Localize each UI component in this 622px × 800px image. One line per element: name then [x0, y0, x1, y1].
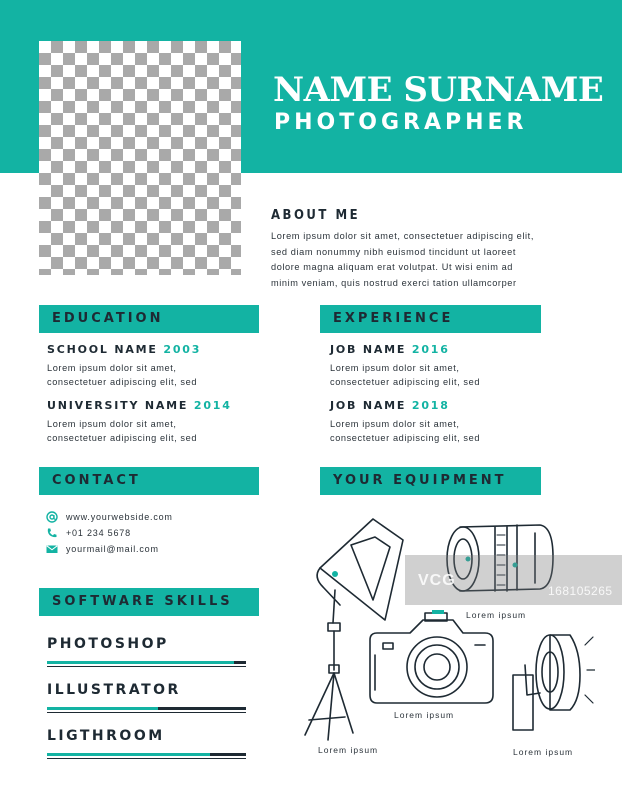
skill-level-bar: [47, 753, 210, 756]
flash-lamp-icon: [513, 635, 595, 730]
job-year: 2016: [411, 343, 450, 356]
at-icon: [46, 511, 58, 523]
equipment-label: Lorem ipsum: [318, 745, 379, 755]
about-line: sed diam nonummy nibh euismod tincidunt ut laoreet: [271, 246, 517, 257]
about-heading: ABOUT ME: [271, 208, 361, 223]
phone-text: +01 234 5678: [66, 528, 131, 538]
education-entry-desc: [47, 417, 247, 445]
skill-underline: [47, 666, 246, 667]
job-name: JOB NAME: [330, 399, 407, 412]
desc-line: consectetuer adipiscing elit, sed: [330, 377, 481, 387]
job-year: 2018: [411, 399, 450, 412]
about-line: dolore magna aliquam erat volutpat. Ut wisi enim ad: [271, 262, 514, 272]
job-name: JOB NAME: [330, 343, 407, 356]
contact-phone-row[interactable]: [46, 526, 131, 540]
person-name: NAME SURNAME: [273, 70, 604, 110]
email-text: yourmail@mail.com: [66, 544, 159, 554]
desc-line: Lorem ipsum dolor sit amet,: [330, 419, 460, 429]
experience-entry-desc: [330, 417, 530, 445]
experience-entry-desc: [330, 361, 530, 389]
equipment-label: Lorem ipsum: [513, 747, 574, 757]
university-year: 2014: [193, 399, 232, 412]
contact-website-row[interactable]: [46, 510, 173, 524]
desc-line: consectetuer adipiscing elit, sed: [47, 433, 198, 443]
experience-entry-title: [330, 399, 450, 412]
about-line: Lorem ipsum dolor sit amet, consectetuer adipiscing elit,: [271, 231, 534, 241]
skill-name: ILLUSTRATOR: [47, 682, 181, 698]
contact-heading: CONTACT: [39, 467, 259, 495]
school-year: 2003: [163, 343, 202, 356]
contact-email-row[interactable]: [46, 542, 159, 556]
equipment-label: Lorem ipsum: [394, 710, 455, 720]
watermark-brand: VCG: [418, 572, 456, 589]
skill-underline: [47, 712, 246, 713]
skill-name: LIGTHROOM: [47, 728, 165, 744]
about-line: minim veniam, quis nostrud exerci tation ullamcorper: [271, 277, 517, 288]
education-heading: EDUCATION: [39, 305, 259, 333]
profile-photo-placeholder[interactable]: [39, 41, 241, 275]
website-text: www.yourwebside.com: [66, 512, 173, 522]
about-text: [271, 229, 591, 291]
education-entry-desc: [47, 361, 247, 389]
camera-icon: [370, 613, 493, 703]
equipment-label: Lorem ipsum: [466, 610, 527, 620]
education-entry-title: [47, 399, 232, 412]
desc-line: consectetuer adipiscing elit, sed: [330, 433, 481, 443]
desc-line: Lorem ipsum dolor sit amet,: [47, 363, 177, 373]
desc-line: Lorem ipsum dolor sit amet,: [330, 363, 460, 373]
experience-heading: EXPERIENCE: [320, 305, 541, 333]
mail-icon: [46, 543, 58, 555]
profession-title: PHOTOGRAPHER: [274, 110, 528, 135]
software-skills-heading: SOFTWARE SKILLS: [39, 588, 259, 616]
school-name: SCHOOL NAME: [47, 343, 158, 356]
skill-level-bar: [47, 661, 234, 664]
university-name: UNIVERSITY NAME: [47, 399, 189, 412]
equipment-heading: YOUR EQUIPMENT: [320, 467, 541, 495]
phone-icon: [46, 527, 58, 539]
skill-name: PHOTOSHOP: [47, 636, 169, 652]
desc-line: Lorem ipsum dolor sit amet,: [47, 419, 177, 429]
softbox-lamp-icon: [305, 519, 403, 740]
desc-line: consectetuer adipiscing elit, sed: [47, 377, 198, 387]
experience-entry-title: [330, 343, 450, 356]
watermark-id: 168105265: [548, 584, 613, 598]
skill-underline: [47, 758, 246, 759]
skill-level-bar: [47, 707, 158, 710]
education-entry-title: [47, 343, 201, 356]
